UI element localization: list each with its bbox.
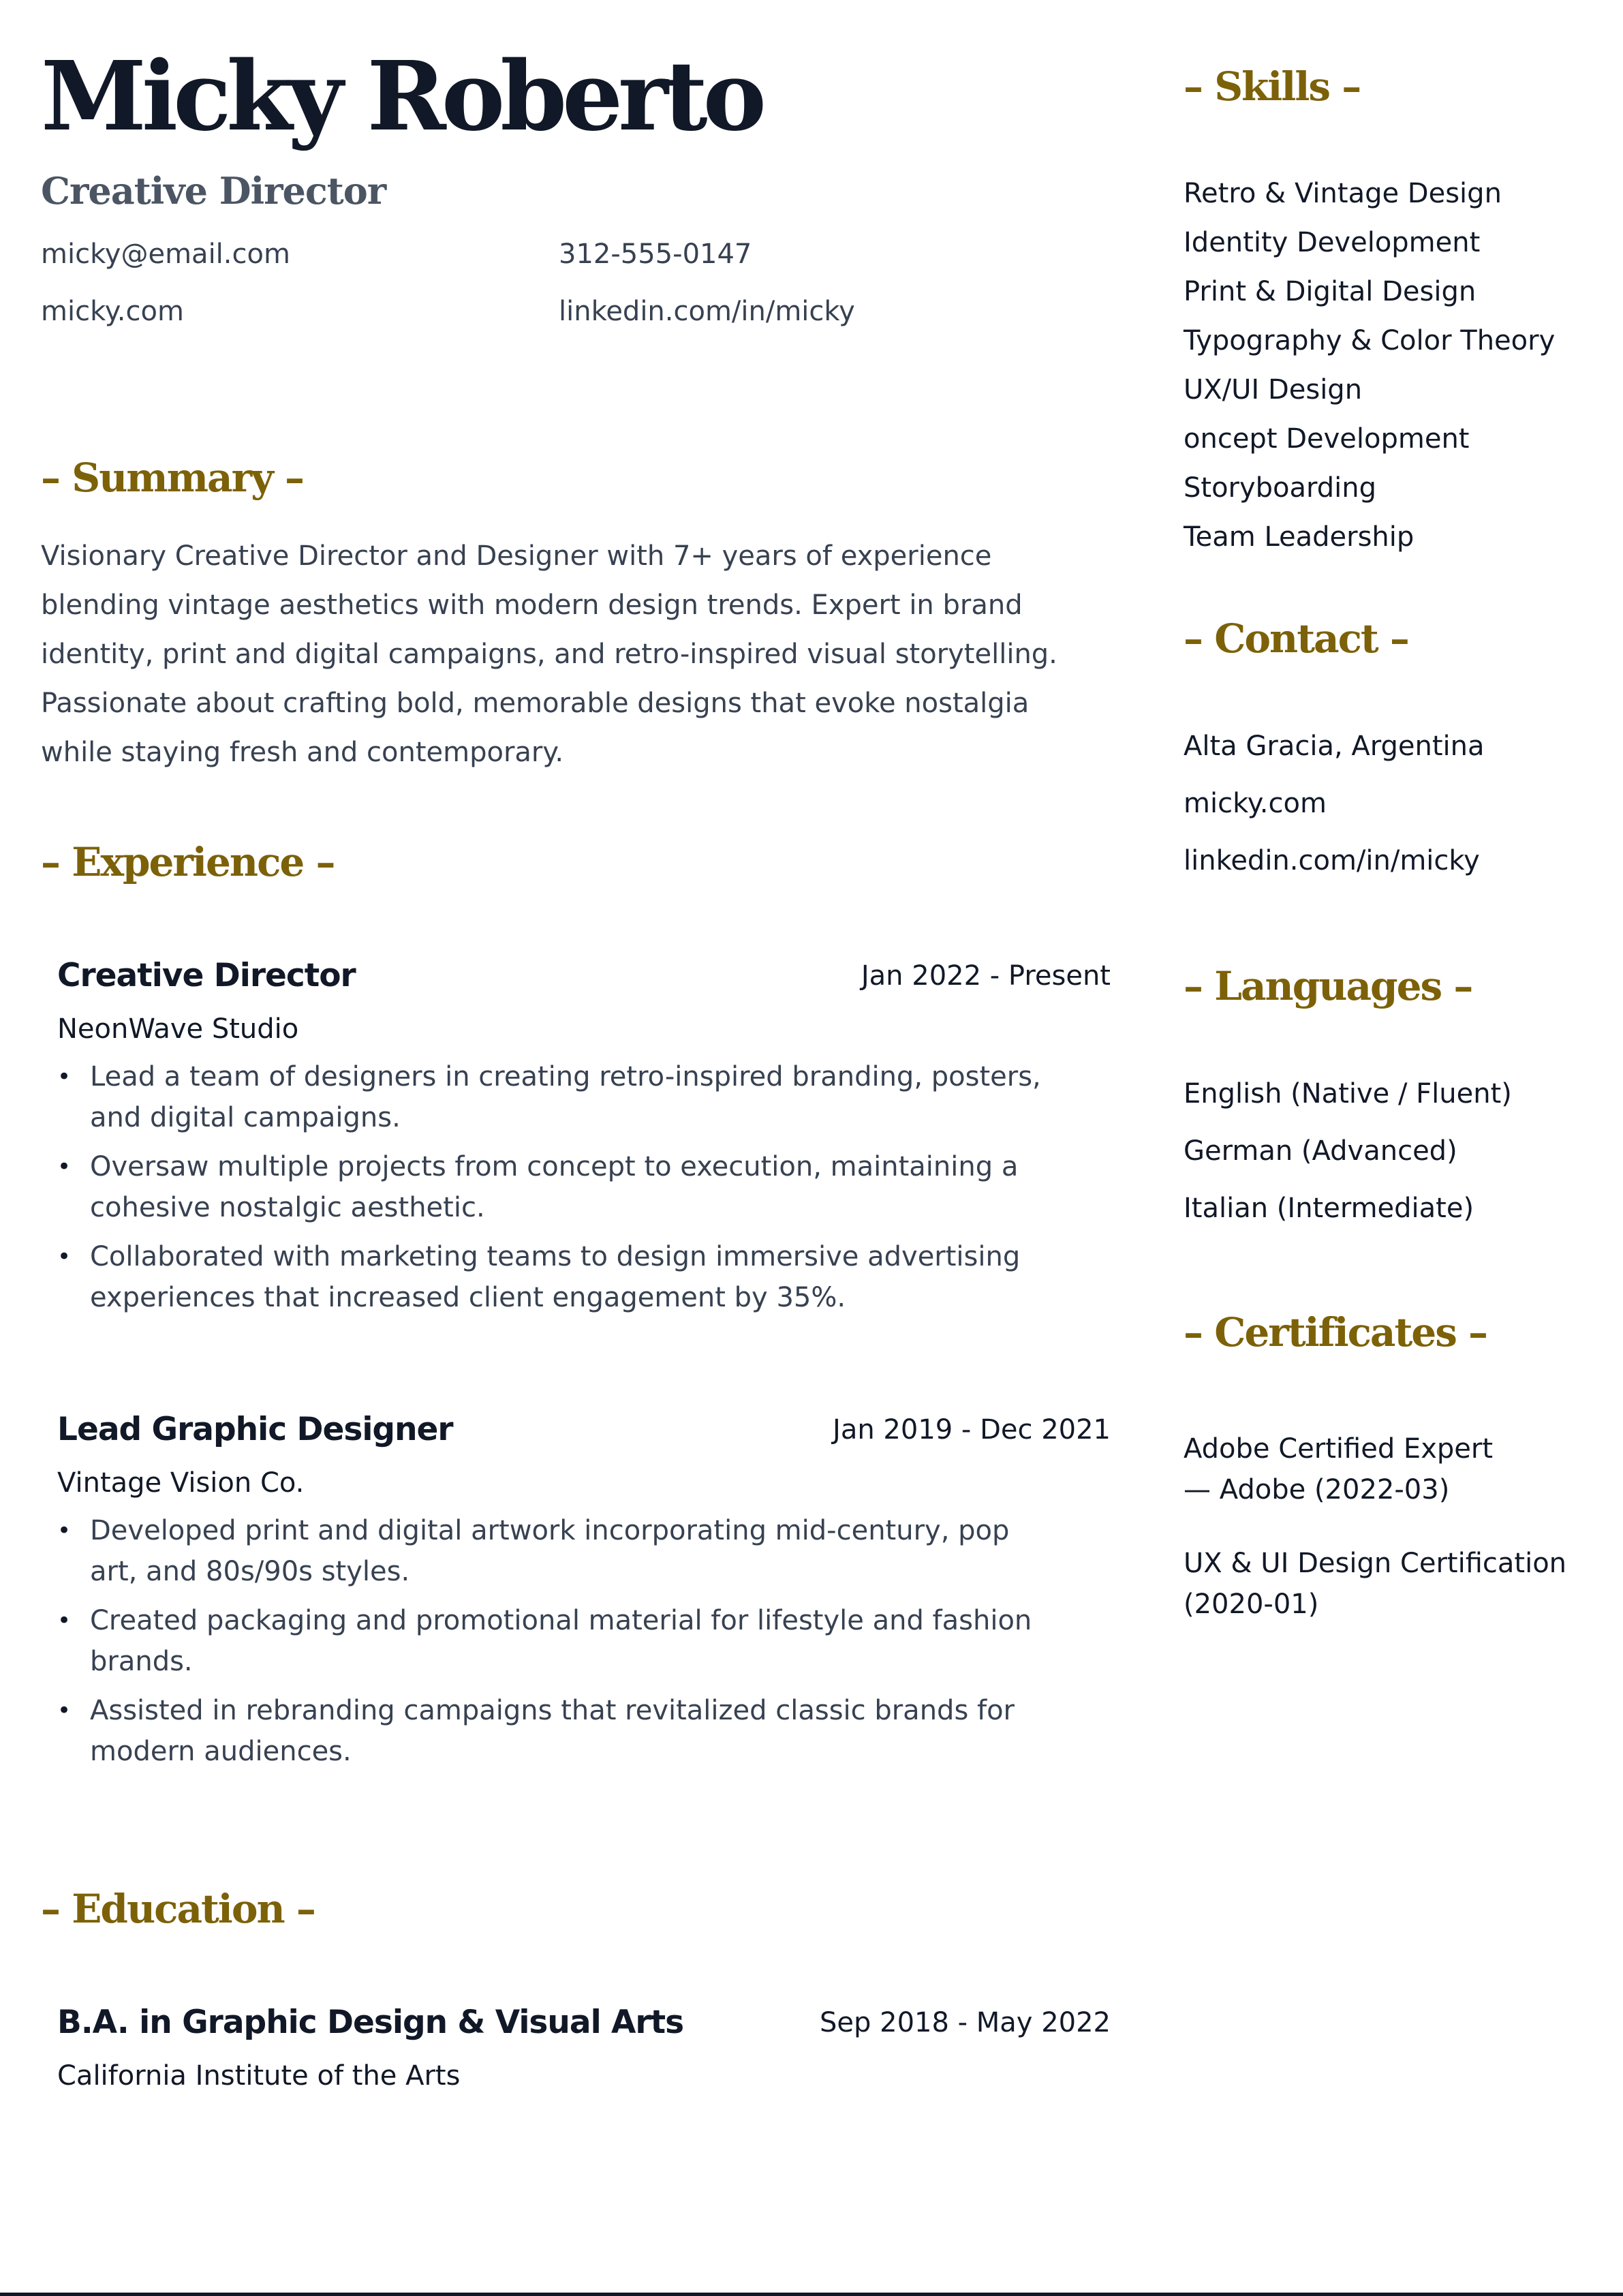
skill-item: oncept Development (1184, 423, 1470, 455)
education-dates: Sep 2018 - May 2022 (820, 2007, 1111, 2038)
page-bottom-border (0, 2293, 1623, 2296)
language-item: German (Advanced) (1184, 1135, 1457, 1167)
skills-heading: – Skills – (1184, 63, 1361, 110)
phone-text: 312-555-0147 (559, 239, 752, 270)
experience-heading: – Experience – (41, 839, 335, 885)
certificate-issuer: — Adobe (2022-03) (1184, 1474, 1450, 1505)
job-dates: Jan 2022 - Present (861, 960, 1111, 992)
linkedin-link[interactable]: linkedin.com/in/micky (559, 296, 855, 327)
summary-text: Visionary Creative Director and Designer with 7+ years of experience blending vintage aesthetics with modern design trends. Expert in brand identity, print and digital campaigns, and retro-inspired visual storytelling. Passionate about crafting bold, memorable designs that evoke nostalgia while staying fresh and contemporary. (41, 540, 1057, 768)
candidate-name: Micky Roberto (41, 41, 762, 153)
language-item: English (Native / Fluent) (1184, 1078, 1512, 1109)
skill-item: Team Leadership (1184, 521, 1415, 553)
summary-heading: – Summary – (41, 455, 304, 501)
job-company: Vintage Vision Co. (57, 1467, 305, 1499)
skill-item: Identity Development (1184, 227, 1481, 258)
certificate-item (1184, 1428, 1606, 1510)
job-company: NeonWave Studio (57, 1013, 299, 1045)
job-dates: Jan 2019 - Dec 2021 (833, 1414, 1111, 1445)
website-link[interactable]: micky.com (41, 296, 184, 327)
job-bullet: • Assisted in rebranding campaigns that revitalized classic brands for modern audiences. (57, 1690, 1045, 1772)
job-bullets (57, 1510, 1045, 1780)
certificate-date: (2020-01) (1184, 1589, 1319, 1620)
job-bullets (57, 1056, 1045, 1326)
degree-title: B.A. in Graphic Design & Visual Arts (57, 2004, 684, 2041)
job-bullet: • Lead a team of designers in creating retro-inspired branding, posters, and digital campaigns. (57, 1056, 1045, 1138)
contact-location: Alta Gracia, Argentina (1184, 731, 1485, 762)
contact-website-link[interactable]: micky.com (1184, 788, 1327, 819)
job-title: Creative Director (57, 957, 356, 994)
contact-heading: – Contact – (1184, 615, 1408, 662)
skill-item: UX/UI Design (1184, 374, 1363, 405)
email-link[interactable]: micky@email.com (41, 239, 290, 270)
certificate-item (1184, 1543, 1606, 1625)
job-bullet: • Collaborated with marketing teams to design immersive advertising experiences that increased client engagement by 35%. (57, 1236, 1045, 1318)
language-item: Italian (Intermediate) (1184, 1193, 1474, 1224)
languages-list (1184, 1065, 1512, 1237)
skill-item: Retro & Vintage Design (1184, 178, 1502, 209)
job-bullet: • Created packaging and promotional material for lifestyle and fashion brands. (57, 1600, 1045, 1682)
job-bullet: • Developed print and digital artwork incorporating mid-century, pop art, and 80s/90s styles. (57, 1510, 1045, 1592)
skill-item: Storyboarding (1184, 472, 1377, 504)
languages-heading: – Languages – (1184, 963, 1472, 1009)
certificate-name: UX & UI Design Certification (1184, 1548, 1567, 1579)
certificate-name: Adobe Certified Expert (1184, 1433, 1494, 1465)
certificates-heading: – Certificates – (1184, 1309, 1487, 1356)
job-bullet: • Oversaw multiple projects from concept to execution, maintaining a cohesive nostalgic aesthetic. (57, 1146, 1045, 1228)
skills-list (1184, 169, 1555, 562)
school-name: California Institute of the Arts (57, 2060, 461, 2092)
candidate-title: Creative Director (41, 169, 386, 213)
skill-item: Typography & Color Theory (1184, 325, 1556, 356)
education-heading: – Education – (41, 1886, 315, 1932)
skill-item: Print & Digital Design (1184, 276, 1477, 307)
contact-list (1184, 718, 1485, 889)
job-title: Lead Graphic Designer (57, 1411, 453, 1448)
contact-linkedin-link[interactable]: linkedin.com/in/micky (1184, 845, 1480, 876)
